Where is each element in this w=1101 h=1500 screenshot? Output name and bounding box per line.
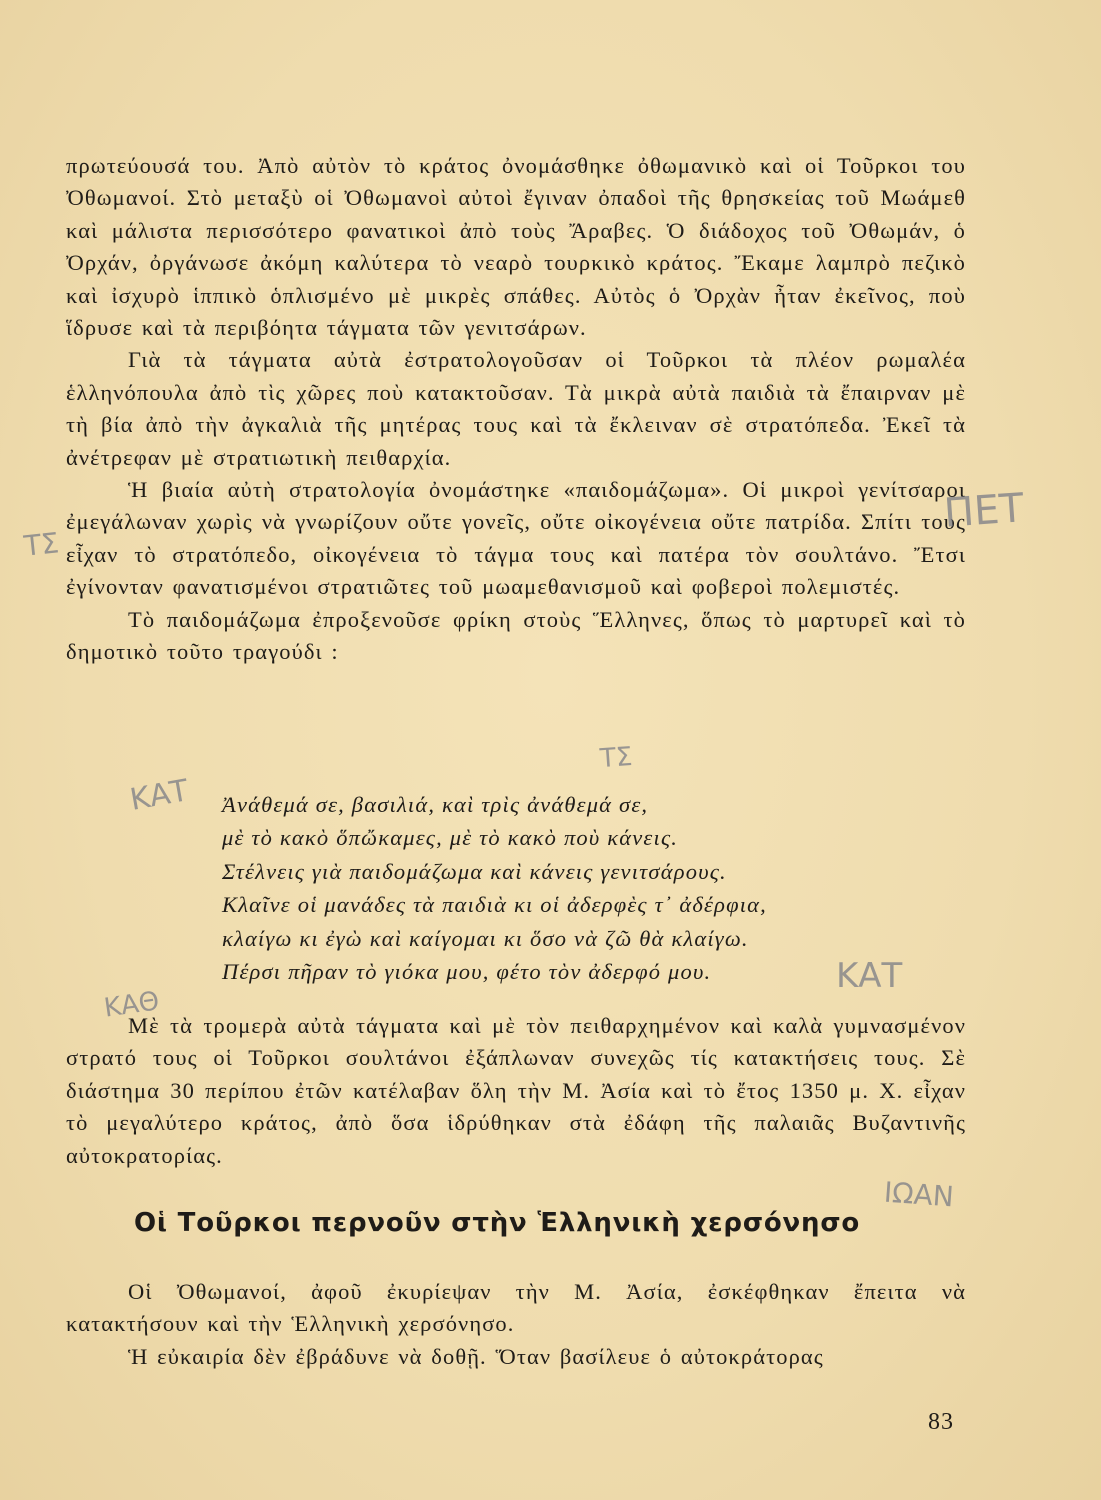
handwritten-annotation: ΚΑΘ (102, 986, 162, 1024)
paragraph-after-verse: Μὲ τὰ τρομερὰ αὐτὰ τάγματα καὶ μὲ τὸν πειθαρχημένον καὶ καλὰ γυμνασμένον στρατό τους οἱ Τοῦρκοι σουλτάνοι ἐξάπλωναν συνεχῶς τίς κατακτήσεις τους. Σὲ διάστημα 30 περίπου ἐτῶν κατέλαβαν ὅλη τὴν Μ. Ἀσία καὶ τὸ ἔτος 1350 μ. Χ. εἶχαν τὸ μεγαλύτερο κράτος, ἀπὸ ὅσα ἱδρύθηκαν στὰ ἐδάφη τῆς παλαιᾶς Βυζαντινῆς αὐτοκρατορίας. (66, 1013, 966, 1168)
verse-line: μὲ τὸ κακὸ ὅπὤκαμες, μὲ τὸ κακὸ ποὺ κάνεις. (222, 825, 679, 851)
handwritten-annotation: ΚΑΤ (836, 956, 903, 996)
folk-song-verse (222, 788, 942, 988)
body-text-bottom (66, 1276, 966, 1373)
paragraph-bottom-1: Οἱ Ὀθωμανοί, ἀφοῦ ἐκυρίεψαν τὴν Μ. Ἀσία, ἐσκέφθηκαν ἔπειτα νὰ κατακτήσουν καὶ τὴν Ἑλληνικὴ χερσόνησο. (66, 1279, 966, 1337)
paragraph-3: Ἡ βιαία αὐτὴ στρατολογία ὀνομάστηκε «παιδομάζωμα». Οἱ μικροὶ γενίτσαροι ἐμεγάλωναν χωρὶς νὰ γνωρίζουν οὔτε γονεῖς, οὔτε οἰκογένεια οὔτε πατρίδα. Σπίτι τους εἶχαν τὸ στρατόπεδο, οἰκογένεια τὸ τάγμα τους καὶ πατέρα τὸν σουλτάνο. Ἔτσι ἐγίνονταν φανατισμένοι στρατιῶτες τοῦ μωαμεθανισμοῦ καὶ φοβεροὶ πολεμιστές. (66, 477, 966, 600)
handwritten-annotation: ΚΑΤ (127, 773, 192, 818)
body-text-top (66, 150, 966, 669)
verse-line: Ἀνάθεμά σε, βασιλιά, καὶ τρὶς ἀνάθεμά σε, (222, 792, 649, 817)
paragraph-bottom-2: Ἡ εὐκαιρία δὲν ἐβράδυνε νὰ δοθῇ. Ὅταν βασίλευε ὁ αὐτοκράτορας (128, 1343, 824, 1369)
page-number: 83 (928, 1409, 954, 1435)
body-text-middle (66, 1010, 966, 1172)
handwritten-annotation: ΤΣ (598, 741, 634, 775)
paragraph-1: πρωτεύουσά του. Ἀπὸ αὐτὸν τὸ κράτος ὀνομάσθηκε ὀθωμανικὸ καὶ οἱ Τοῦρκοι του Ὀθωμανοί. Στὸ μεταξὺ οἱ Ὀθωμανοὶ αὐτοὶ ἔγιναν ὀπαδοὶ τῆς θρησκείας τοῦ Μωάμεθ καὶ μάλιστα περισσότερο φανατικοὶ ἀπὸ τοὺς Ἄραβες. Ὁ διάδοχος τοῦ Ὀθωμάν, ὁ Ὀρχάν, ὀργάνωσε ἀκόμη καλύτερα τὸ νεαρὸ τουρκικὸ κράτος. Ἔκαμε λαμπρὸ πεζικὸ καὶ ἰσχυρὸ ἱππικὸ ὁπλισμένο μὲ μικρὲς σπάθες. Αὐτὸς ὁ Ὀρχὰν ἦταν ἐκεῖνος, ποὺ ἵδρυσε καὶ τὰ περιβόητα τάγματα τῶν γενιτσάρων. (66, 153, 966, 341)
paragraph-4: Τὸ παιδομάζωμα ἐπροξενοῦσε φρίκη στοὺς Ἕλληνες, ὅπως τὸ μαρτυρεῖ καὶ τὸ δημοτικὸ τοῦτο τραγούδι : (66, 606, 966, 665)
verse-line: Στέλνεις γιὰ παιδομάζωμα καὶ κάνεις γενιτσάρους. (222, 858, 727, 884)
paragraph-2: Γιὰ τὰ τάγματα αὐτὰ ἐστρατολογοῦσαν οἱ Τοῦρκοι τὰ πλέον ρωμαλέα ἑλληνόπουλα ἀπὸ τὶς χῶρες ποὺ κατακτοῦσαν. Τὰ μικρὰ αὐτὰ παιδιὰ τὰ ἔπαιρναν μὲ τὴ βία ἀπὸ τὴν ἀγκαλιὰ τῆς μητέρας τους καὶ τὰ ἔκλειναν σὲ στρατόπεδα. Ἐκεῖ τὰ ἀνέτρεφαν μὲ στρατιωτικὴ πειθαρχία. (66, 347, 966, 470)
verse-line: Πέρσι πῆραν τὸ γιόκα μου, φέτο τὸν ἀδερφό μου. (222, 959, 712, 985)
verse-line: κλαίγω κι ἐγὼ καὶ καίγομαι κι ὅσο νὰ ζῶ θὰ κλαίγω. (222, 925, 749, 951)
handwritten-annotation: ΠΕΤ (942, 485, 1026, 537)
section-heading: Οἱ Τοῦρκοι περνοῦν στὴν Ἑλληνικὴ χερσόνησο (134, 1208, 861, 1238)
verse-line: Κλαῖνε οἱ μανάδες τὰ παιδιὰ κι οἱ ἀδερφὲς τ᾿ ἀδέρφια, (222, 892, 768, 918)
handwritten-annotation: ΙΩΑΝ (882, 1175, 955, 1214)
handwritten-annotation: ΤΣ (22, 526, 61, 563)
